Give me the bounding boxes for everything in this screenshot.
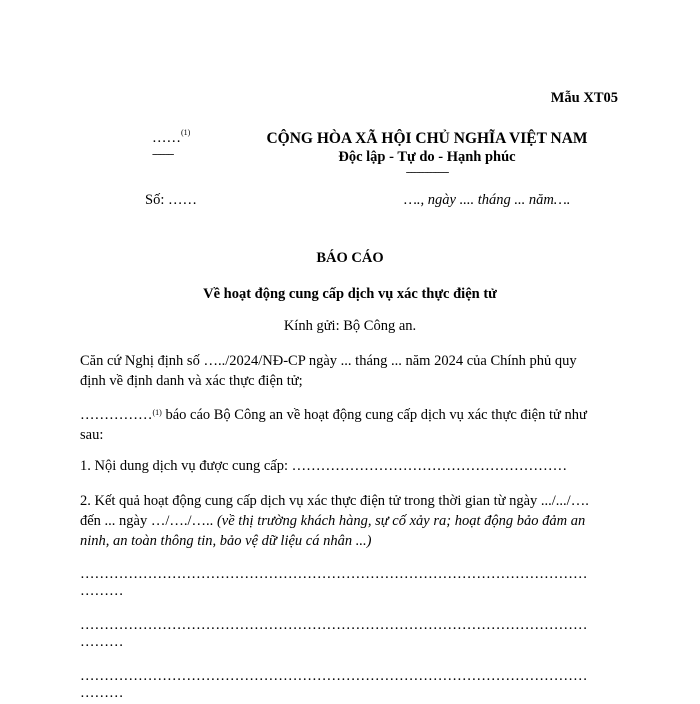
report-intro-line-2: sau:	[80, 427, 104, 443]
motto: Độc lập - Tự do - Hạnh phúc	[338, 149, 516, 165]
reporter-placeholder: ……………	[80, 407, 153, 423]
motto-rule: ----------------	[405, 166, 449, 178]
issuing-agency	[152, 130, 190, 147]
report-title: BÁO CÁO	[316, 250, 384, 266]
dotted-fill-line: ……………………………………………………………………………………………	[80, 668, 588, 684]
dotted-fill-line-end: ………	[80, 634, 124, 650]
dotted-fill-line-end: ………	[80, 685, 124, 701]
item-2-line-2	[80, 510, 585, 532]
item-1-service-content: 1. Nội dung dịch vụ được cung cấp: …………………………………………………	[80, 458, 568, 474]
item-2-guidance: (về thị trường khách hàng, sự cố xảy ra; hoạt động bảo đảm an	[216, 513, 586, 529]
item-2-period: đến ... ngày …/…./…..	[80, 513, 217, 529]
dotted-fill-line: ……………………………………………………………………………………………	[80, 566, 588, 582]
report-intro-text: báo cáo Bộ Công an về hoạt động cung cấp dịch vụ xác thực điện tử như	[161, 407, 587, 423]
republic-heading: CỘNG HÒA XÃ HỘI CHỦ NGHĨA VIỆT NAM	[266, 130, 588, 147]
agency-rule: --------	[152, 148, 174, 160]
dotted-fill-line: ……………………………………………………………………………………………	[80, 617, 588, 633]
item-2-line-1: 2. Kết quả hoạt động cung cấp dịch vụ xác thực điện tử trong thời gian từ ngày .../.../….	[80, 493, 589, 509]
legal-basis-line-1: Căn cứ Nghị định số …../2024/NĐ-CP ngày ... tháng ... năm 2024 của Chính phủ quy	[80, 353, 577, 369]
form-code: Mẫu XT05	[550, 90, 618, 106]
document-number: Số: ……	[145, 192, 197, 208]
report-intro-line-1	[80, 404, 587, 426]
footnote-marker: (1)	[152, 408, 162, 417]
issuing-agency-placeholder: ……	[152, 130, 181, 146]
addressee: Kính gửi: Bộ Công an.	[283, 318, 417, 334]
item-2-line-3: ninh, an toàn thông tin, bảo vệ dữ liệu cá nhân ...)	[80, 533, 372, 549]
dotted-fill-line-end: ………	[80, 583, 124, 599]
report-subtitle: Về hoạt động cung cấp dịch vụ xác thực điện tử	[203, 286, 497, 302]
legal-basis-line-2: định về định danh và xác thực điện tử;	[80, 373, 303, 389]
document-date: …., ngày .... tháng ... năm….	[404, 192, 571, 208]
footnote-marker: (1)	[181, 128, 191, 137]
